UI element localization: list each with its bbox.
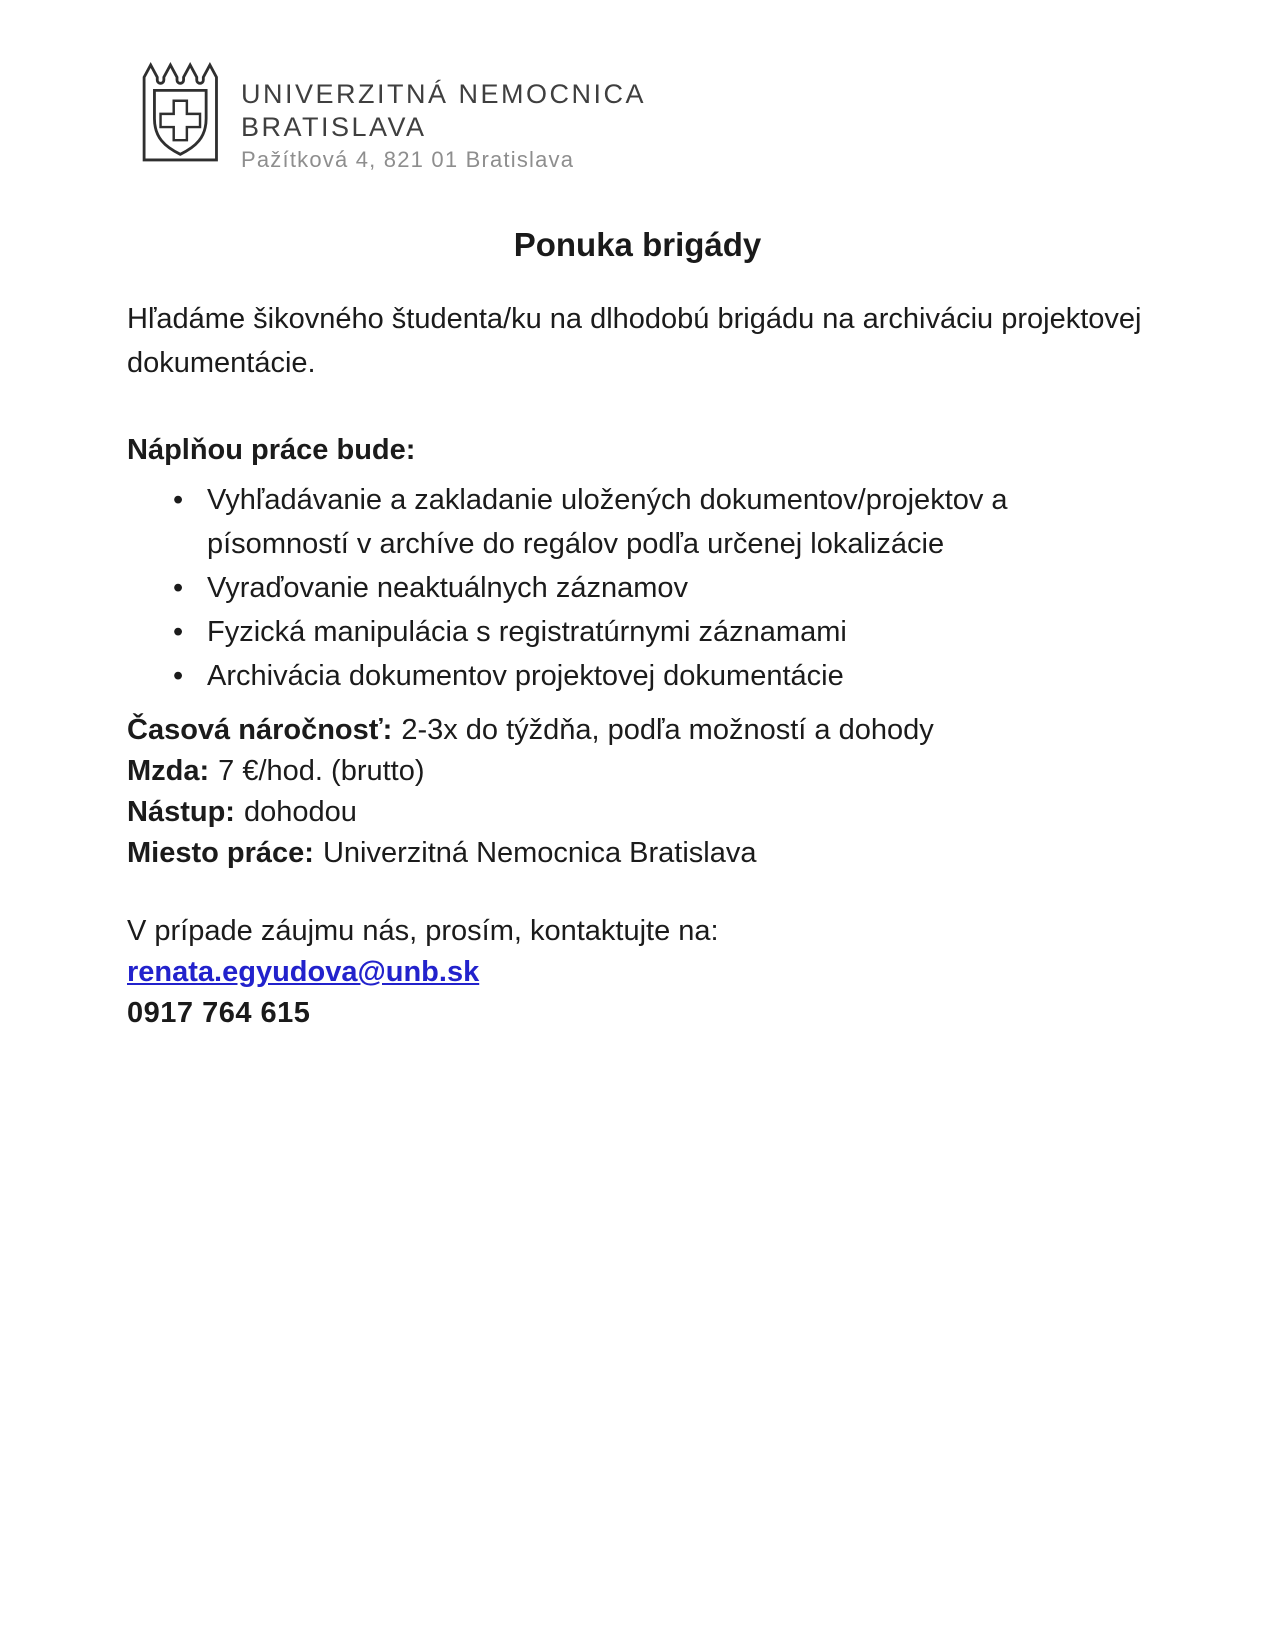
list-item [127,654,1142,698]
letterhead [130,62,646,175]
email-link[interactable]: renata.egyudova@unb.sk [127,956,480,988]
org-name-line1: UNIVERZITNÁ NEMOCNICA [241,79,647,109]
letterhead-text [241,62,646,175]
duties-heading: Náplňou práce bude: [127,434,416,466]
detail-value: Univerzitná Nemocnica Bratislava [322,837,757,869]
bullet-dot-icon: • [173,660,184,692]
detail-line-time [127,710,1159,751]
detail-label: Časová náročnosť: [127,714,393,746]
detail-label: Nástup: [127,796,235,828]
page-title: Ponuka brigády [513,226,762,263]
list-item [127,610,1142,654]
phone-number: 0917 764 615 [127,997,311,1029]
bullet-dot-icon: • [173,484,184,516]
detail-line-wage [127,751,1159,792]
list-item [127,478,1142,566]
contact-intro: V prípade záujmu nás, prosím, kontaktujte na: [127,915,719,947]
detail-value: dohodou [243,796,357,828]
duty-text: Vyraďovanie neaktuálnych záznamov [207,572,689,604]
detail-line-start [127,792,1159,833]
bullet-dot-icon: • [173,616,184,648]
detail-value: 2-3x do týždňa, podľa možností a dohody [401,714,934,746]
duty-text: Vyhľadávanie a zakladanie uložených dokumentov/projektov a písomností v archíve do regálov podľa určenej lokalizácie [207,484,1008,560]
duty-text: Fyzická manipulácia s registratúrnymi záznamami [207,616,847,648]
detail-value: 7 €/hod. (brutto) [218,755,425,787]
org-name-line2: BRATISLAVA [241,112,427,142]
detail-label: Mzda: [127,755,210,787]
intro-paragraph: Hľadáme šikovného študenta/ku na dlhodobú brigádu na archiváciu projektovej dokumentácie. [127,303,1142,379]
duty-text: Archivácia dokumentov projektovej dokumentácie [207,660,844,692]
bullet-dot-icon: • [173,572,184,604]
job-details [127,710,1159,874]
list-item [127,566,1142,610]
detail-line-workplace [127,833,1159,874]
org-address: Pažítková 4, 821 01 Bratislava [241,147,575,172]
duties-list [127,478,1142,698]
detail-label: Miesto práce: [127,837,314,869]
hospital-shield-cross-logo-icon [130,62,224,162]
